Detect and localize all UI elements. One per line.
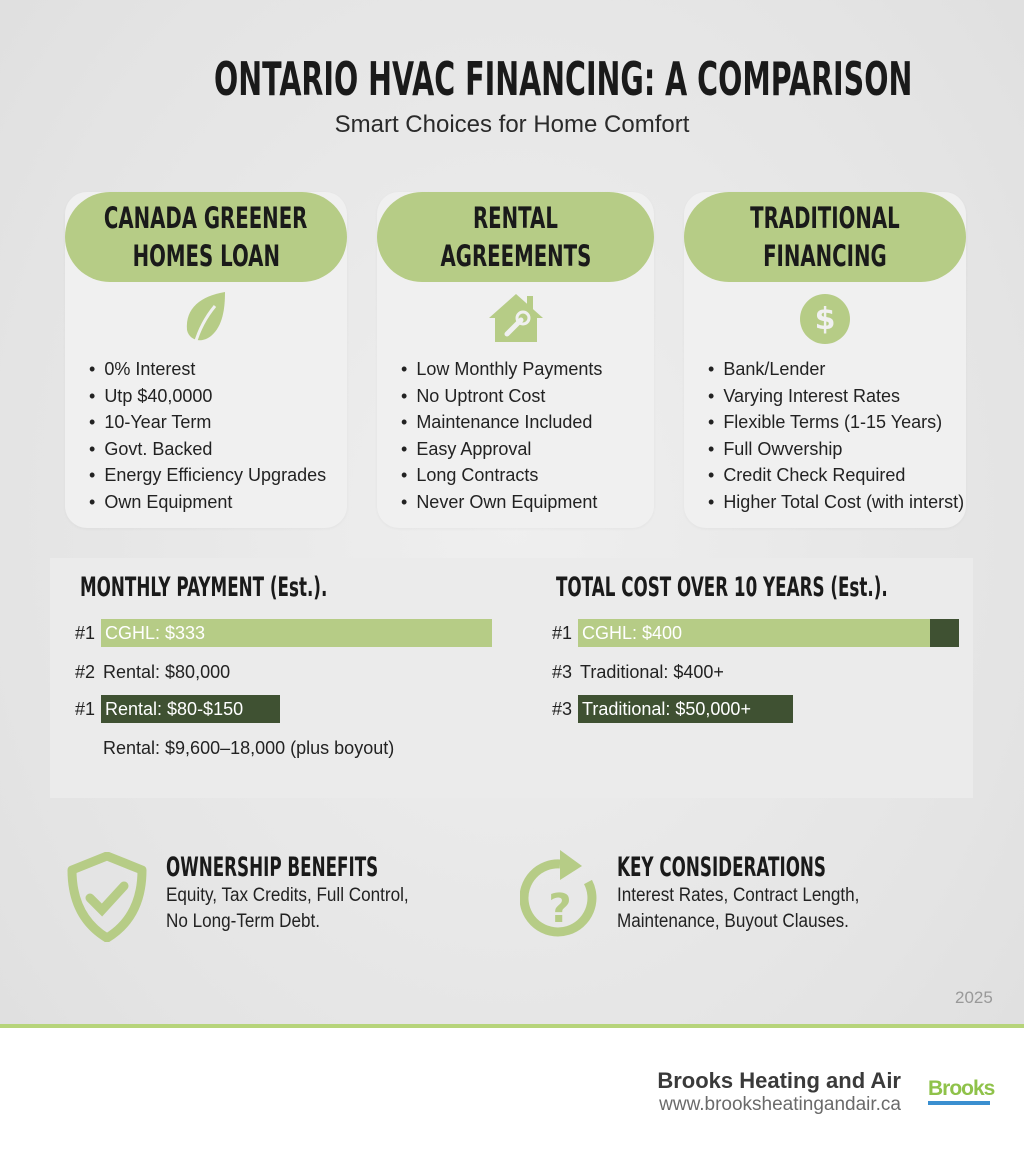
brand-name: Brooks Heating and Air bbox=[657, 1068, 901, 1093]
monthly-rank: #1 bbox=[75, 623, 96, 643]
bar-monthly-cghl: CGHL: $333 bbox=[101, 619, 492, 647]
total-cost-title: TOTAL COST OVER 10 YEARS (Est.). bbox=[556, 572, 888, 603]
page-title: ONTARIO HVAC FINANCING: A COMPARISON bbox=[213, 52, 913, 106]
total-rank: #3 bbox=[552, 662, 573, 682]
card-greener-homes-loan bbox=[65, 192, 347, 528]
total-traditional-text: Traditional: $400+ bbox=[580, 662, 724, 682]
monthly-rental-total-text: Rental: $9,600–18,000 (plus boyout) bbox=[103, 738, 395, 758]
shield-check-icon bbox=[66, 852, 148, 942]
bar-total-cghl: CGHL: $400 bbox=[578, 619, 959, 647]
monthly-payment-title: MONTHLY PAYMENT (Est.). bbox=[80, 572, 328, 603]
card-traditional-financing bbox=[684, 192, 966, 528]
card-header: TRADITIONAL FINANCING bbox=[684, 192, 966, 282]
card-header: CANADA GREENER HOMES LOAN bbox=[65, 192, 347, 282]
year-label: 2025 bbox=[955, 988, 993, 1007]
question-refresh-icon bbox=[520, 842, 610, 942]
feature-list: • Low Monthly Payments • No Uptront Cost • Maintenance Included • Easy Approval • Long Contracts • Never Own Equipment bbox=[401, 356, 602, 515]
comparison-panel bbox=[50, 558, 973, 798]
footer bbox=[0, 1024, 1024, 1154]
monthly-rank: #2 bbox=[75, 662, 96, 682]
feature-list: • 0% Interest • Utp $40,0000 • 10-Year Term • Govt. Backed • Energy Efficiency Upgrades • Own Equipment bbox=[89, 356, 326, 515]
bar-total-traditional: Traditional: $50,000+ bbox=[578, 695, 793, 723]
house-wrench-icon bbox=[485, 290, 547, 346]
dollar-icon bbox=[800, 294, 850, 344]
card-header: RENTAL AGREEMENTS bbox=[377, 192, 654, 282]
feature-list: • Bank/Lender • Varying Interest Rates • Flexible Terms (1-15 Years) • Full Owvership • Credit Check Required • Higher Total Cost (with interst) bbox=[708, 356, 964, 515]
total-rank: #3 bbox=[552, 699, 573, 719]
svg-text:$: $ bbox=[814, 302, 836, 337]
card-rental-agreements bbox=[377, 192, 654, 528]
bar-monthly-rental: Rental: $80-$150 bbox=[101, 695, 280, 723]
brand-logo: Brooks bbox=[928, 1078, 994, 1105]
monthly-rank: #1 bbox=[75, 699, 96, 719]
ownership-benefits: OWNERSHIP BENEFITS Equity, Tax Credits, Full Control, No Long-Term Debt. bbox=[166, 852, 409, 932]
page-subtitle: Smart Choices for Home Comfort bbox=[334, 111, 690, 138]
monthly-rental-text: Rental: $80,000 bbox=[103, 662, 231, 682]
total-rank: #1 bbox=[552, 623, 573, 643]
leaf-icon bbox=[181, 290, 231, 346]
svg-text:?: ? bbox=[548, 886, 572, 932]
brand-url[interactable]: www.brooksheatingandair.ca bbox=[659, 1094, 901, 1115]
key-considerations: KEY CONSIDERATIONS Interest Rates, Contract Length, Maintenance, Buyout Clauses. bbox=[617, 852, 860, 932]
